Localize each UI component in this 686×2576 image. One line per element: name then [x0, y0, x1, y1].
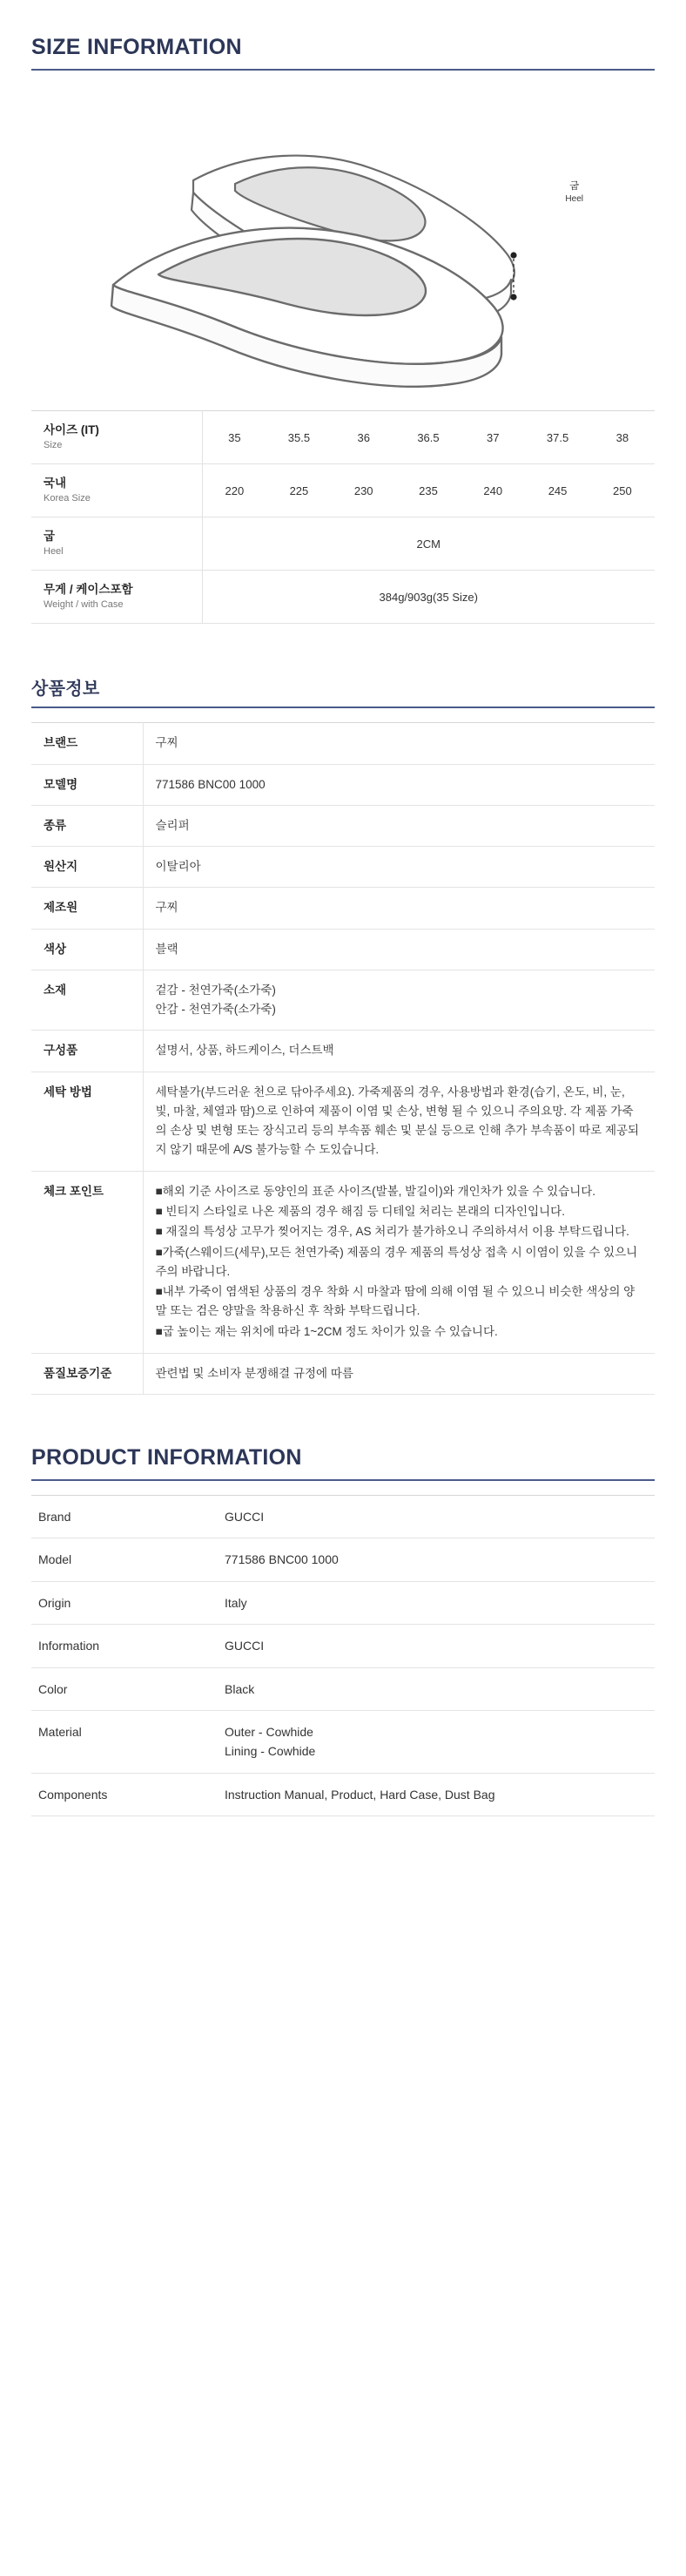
table-row — [31, 1773, 655, 1815]
list-item: ■ 재질의 특성상 고무가 찢어지는 경우, AS 처리가 불가하오니 주의하셔서 이용 부탁드립니다. — [155, 1225, 629, 1239]
info-value — [218, 1625, 655, 1667]
size-information-heading-wrap — [31, 35, 655, 71]
info-value — [218, 1496, 655, 1538]
heading-gap — [0, 708, 686, 722]
list-item: ■가죽(스웨이드(세무),모든 천연가죽) 제품의 경우 제품의 특성상 접촉 시 이염이 있을 수 있으니 주의 바랍니다. — [155, 1245, 638, 1278]
product-information-title: PRODUCT INFORMATION — [31, 1445, 302, 1471]
size-cell: 37 — [461, 411, 525, 464]
sandal-illustration — [0, 83, 686, 410]
top-spacer — [0, 0, 686, 35]
check-point-list — [143, 1171, 655, 1353]
size-cell: 230 — [332, 464, 396, 517]
info-value-line: Lining - Cowhide — [225, 1744, 316, 1759]
spec-key: 품질보증기준 — [31, 1353, 143, 1394]
product-information-heading-wrap — [31, 1445, 655, 1481]
spec-value-line: 관련법 및 소비자 분쟁해결 규정에 따름 — [155, 1366, 353, 1380]
info-value — [218, 1667, 655, 1710]
spec-value-line: 구찌 — [155, 736, 178, 750]
table-row — [31, 1667, 655, 1710]
heel-label-kr: 굽 — [569, 181, 580, 192]
table-row — [31, 517, 655, 571]
spec-value — [143, 805, 655, 846]
size-row-label-kr: 국내 — [44, 477, 67, 490]
table-row — [31, 571, 655, 624]
section-gap — [0, 1395, 686, 1445]
info-value — [218, 1538, 655, 1581]
table-row — [31, 847, 655, 888]
size-row-label-en: Korea Size — [44, 493, 91, 504]
spec-value-line: 안감 - 천연가죽(소가죽) — [155, 1003, 276, 1017]
spec-key: 구성품 — [31, 1031, 143, 1072]
spec-value — [143, 764, 655, 805]
size-row-label — [31, 411, 202, 464]
section-gap — [0, 624, 686, 674]
spec-key: 세탁 방법 — [31, 1072, 143, 1171]
info-key: Material — [31, 1711, 218, 1774]
table-row — [31, 764, 655, 805]
table-row — [31, 1072, 655, 1171]
size-row-label — [31, 517, 202, 571]
info-value-line: 771586 BNC00 1000 — [225, 1552, 339, 1567]
size-cell: 36.5 — [396, 411, 461, 464]
heel-height-value: 2CM — [202, 517, 655, 571]
size-row-label-kr: 무게 / 케이스포함 — [44, 583, 133, 597]
table-row — [31, 888, 655, 929]
info-value-line: Black — [225, 1681, 255, 1696]
table-row — [31, 1581, 655, 1624]
spec-key: 색상 — [31, 929, 143, 970]
info-value — [218, 1581, 655, 1624]
size-row-label-kr: 사이즈 (IT) — [44, 423, 99, 436]
slipper-drawing-svg — [30, 100, 656, 388]
spec-value-line: 겉감 - 천연가죽(소가죽) — [155, 983, 276, 997]
spec-value-line: 슬리퍼 — [155, 818, 190, 832]
spec-key: 원산지 — [31, 847, 143, 888]
info-value-line: GUCCI — [225, 1639, 265, 1653]
size-row-label-kr: 굽 — [44, 530, 56, 544]
spec-value — [143, 888, 655, 929]
spec-value — [143, 723, 655, 764]
heel-measure-label — [565, 180, 583, 206]
table-row — [31, 464, 655, 517]
info-key: Information — [31, 1625, 218, 1667]
spec-key: 소재 — [31, 970, 143, 1031]
size-cell: 235 — [396, 464, 461, 517]
list-item: ■해외 기준 사이즈로 동양인의 표준 사이즈(발볼, 발길이)와 개인차가 있을 수 있습니다. — [155, 1184, 596, 1198]
size-row-label-en: Heel — [44, 546, 64, 558]
spec-value — [143, 1031, 655, 1072]
table-row — [31, 805, 655, 846]
info-value-line: Italy — [225, 1595, 247, 1610]
size-row-label-en: Size — [44, 440, 63, 451]
table-row — [31, 1711, 655, 1774]
size-row-label-en: Weight / with Case — [44, 599, 124, 611]
size-cell: 36 — [332, 411, 396, 464]
product-spec-table — [31, 722, 655, 1395]
size-row-label — [31, 464, 202, 517]
size-cell: 37.5 — [525, 411, 589, 464]
spec-value — [143, 929, 655, 970]
spec-value — [143, 970, 655, 1031]
info-key: Brand — [31, 1496, 218, 1538]
info-key: Color — [31, 1667, 218, 1710]
size-cell: 35 — [202, 411, 266, 464]
size-cell: 250 — [590, 464, 655, 517]
size-cell: 220 — [202, 464, 266, 517]
spec-key: 모델명 — [31, 764, 143, 805]
info-value-line: Instruction Manual, Product, Hard Case, Dust Bag — [225, 1787, 495, 1802]
spec-value-line: 구찌 — [155, 901, 178, 915]
heading-gap — [0, 1481, 686, 1495]
info-key: Components — [31, 1773, 218, 1815]
table-row — [31, 1171, 655, 1353]
spec-key: 제조원 — [31, 888, 143, 929]
spec-key: 브랜드 — [31, 723, 143, 764]
spec-value-line: 이탈리아 — [155, 860, 201, 874]
table-row — [31, 929, 655, 970]
weight-value: 384g/903g(35 Size) — [202, 571, 655, 624]
spec-value — [143, 1353, 655, 1394]
size-table — [31, 410, 655, 624]
product-information-table — [31, 1495, 655, 1816]
size-cell: 38 — [590, 411, 655, 464]
product-info-heading-wrap — [31, 674, 655, 708]
info-value — [218, 1773, 655, 1815]
spec-key: 종류 — [31, 805, 143, 846]
info-value-line: GUCCI — [225, 1510, 265, 1525]
heel-label-en: Heel — [565, 193, 583, 204]
sandal-illustration-inner — [30, 100, 656, 388]
info-key: Origin — [31, 1581, 218, 1624]
spec-value — [143, 1072, 655, 1171]
size-row-label — [31, 571, 202, 624]
spec-value-line: 세탁불가(부드러운 천으로 닦아주세요). 가죽제품의 경우, 사용방법과 환경(습기, 온도, 비, 눈, 빛, 마찰, 체열과 땀)으로 인하여 제품이 이염 및 손상, 변형 될 수 있으니 주의요망. 각 제품 가죽의 손상 및 변형 또는 장식고리 등의 부속품 훼손 및 분실 등으로 인해 추가 부속품이 따로 제공되지 않기 때문에 A/S 불가능할 수 도있습니다. — [155, 1085, 640, 1157]
heel-top-dot — [510, 252, 516, 258]
spec-value-line: 771586 BNC00 1000 — [155, 777, 266, 791]
info-value — [218, 1711, 655, 1774]
list-item: ■내부 가죽이 염색된 상품의 경우 착화 시 마찰과 땀에 의해 이염 될 수 있으니 비슷한 색상의 양말 또는 검은 양말을 착용하신 후 착화 부탁드립니다. — [155, 1285, 636, 1318]
product-info-title-kr: 상품정보 — [31, 679, 100, 700]
info-key: Model — [31, 1538, 218, 1581]
size-cell: 240 — [461, 464, 525, 517]
table-row — [31, 1625, 655, 1667]
info-value-line: Outer - Cowhide — [225, 1725, 313, 1740]
spec-key: 체크 포인트 — [31, 1171, 143, 1353]
spec-value-line: 설명서, 상품, 하드케이스, 더스트백 — [155, 1044, 334, 1058]
table-row — [31, 411, 655, 464]
size-cell: 225 — [266, 464, 331, 517]
spec-value — [143, 847, 655, 888]
heel-bottom-dot — [510, 294, 516, 300]
table-row — [31, 1353, 655, 1394]
table-row — [31, 723, 655, 764]
list-item: ■ 빈티지 스타일로 나온 제품의 경우 해짐 등 디테일 처리는 본래의 디자인입니다. — [155, 1204, 565, 1218]
table-row — [31, 1538, 655, 1581]
list-item: ■굽 높이는 재는 위치에 따라 1~2CM 정도 차이가 있을 수 있습니다. — [155, 1324, 498, 1338]
table-row — [31, 1031, 655, 1072]
size-cell: 245 — [525, 464, 589, 517]
size-information-title: SIZE INFORMATION — [31, 35, 242, 59]
size-cell: 35.5 — [266, 411, 331, 464]
table-row — [31, 970, 655, 1031]
spec-value-line: 블랙 — [155, 942, 178, 956]
table-row — [31, 1496, 655, 1538]
